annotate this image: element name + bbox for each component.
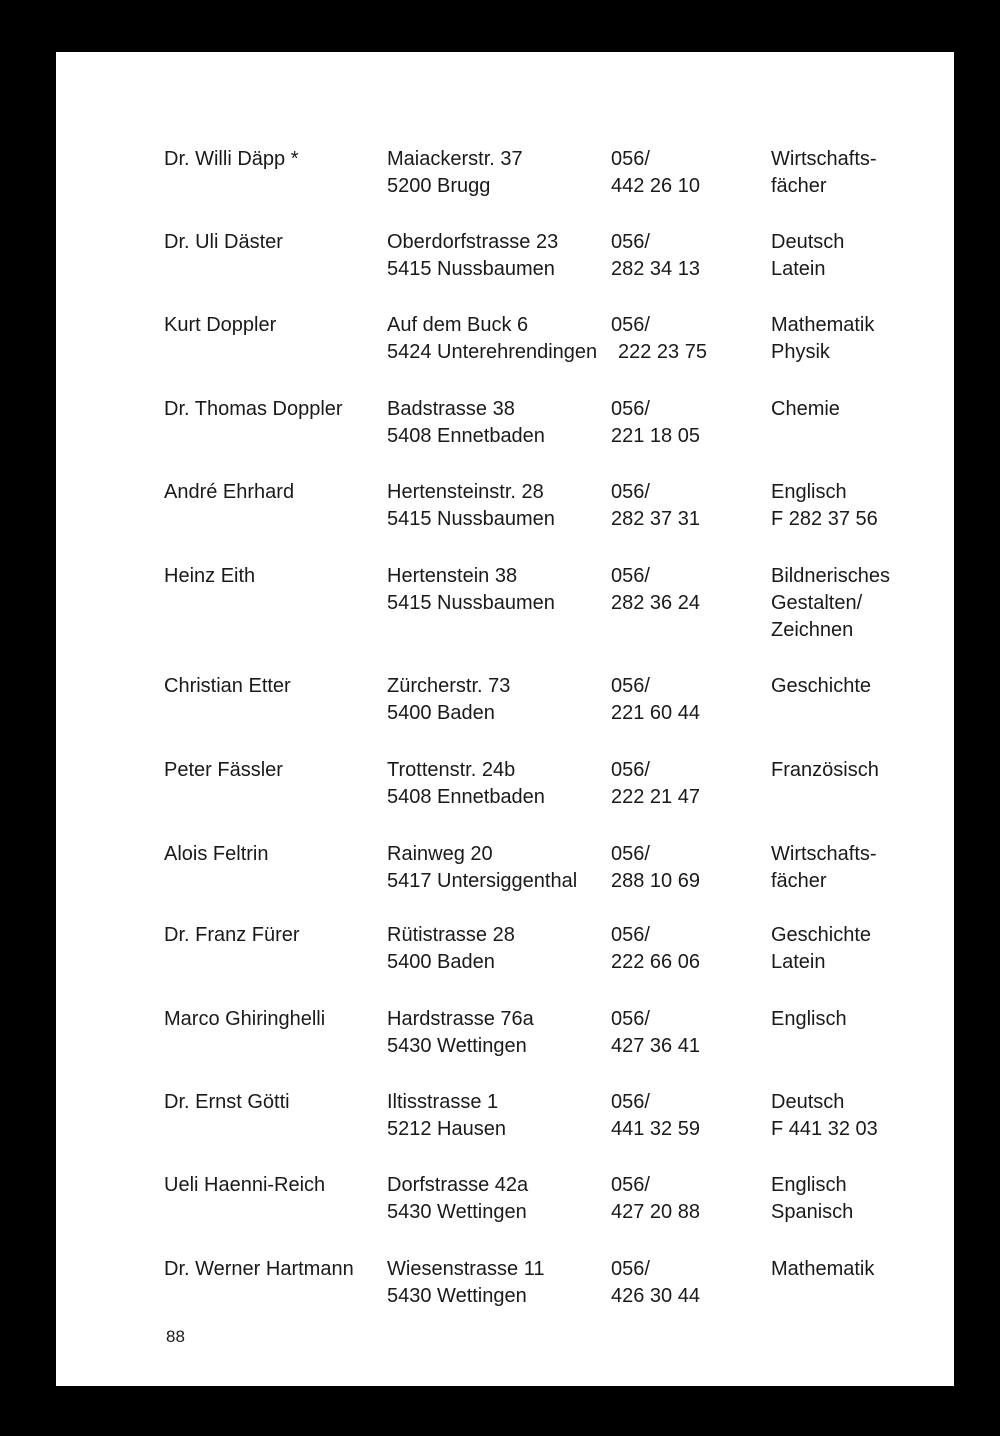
entry-phone <box>611 1089 700 1143</box>
entry-phone <box>611 146 700 200</box>
entry-area-code: 056/ <box>611 1174 650 1196</box>
entry-subjects <box>771 1256 874 1283</box>
entry-name: Dr. Ernst Götti <box>164 1091 290 1113</box>
entry-name: Peter Fässler <box>164 759 283 781</box>
entry-area-code: 056/ <box>611 398 650 420</box>
entry-subject: Englisch <box>771 481 847 503</box>
entry-subject: Geschichte <box>771 675 872 697</box>
entry-phone-number: 427 20 88 <box>611 1201 700 1223</box>
entry-street: Rütistrasse 28 <box>387 924 515 946</box>
entry-street: Trottenstr. 24b <box>387 759 516 781</box>
page-number: 88 <box>166 1327 185 1346</box>
entry-street: Rainweg 20 <box>387 843 493 865</box>
entry-subject: Chemie <box>771 398 840 420</box>
entry-phone <box>611 229 700 283</box>
entry-name: Dr. Thomas Doppler <box>164 398 343 420</box>
entry-phone-number: 442 26 10 <box>611 175 700 197</box>
entry-subject: Bildnerisches <box>771 565 890 587</box>
entry-street: Iltisstrasse 1 <box>387 1091 499 1113</box>
entry-phone-number: 222 66 06 <box>611 951 700 973</box>
entry-subjects <box>771 1089 878 1143</box>
entry-name: Dr. Franz Fürer <box>164 924 300 946</box>
entry-phone-number: 222 21 47 <box>611 786 700 808</box>
entry-phone-number: 282 36 24 <box>611 592 700 614</box>
entry-address <box>387 922 515 976</box>
entry-name: Dr. Uli Däster <box>164 231 283 253</box>
entry-city: 5415 Nussbaumen <box>387 508 555 530</box>
entry-subject: Mathematik <box>771 314 875 336</box>
entry-phone-number: 282 37 31 <box>611 508 700 530</box>
entry-subjects <box>771 841 877 895</box>
entry-city: 5430 Wettingen <box>387 1201 527 1223</box>
entry-phone <box>611 673 700 727</box>
entry-area-code: 056/ <box>611 675 650 697</box>
entry-subject: Latein <box>771 951 826 973</box>
entry-area-code: 056/ <box>611 565 650 587</box>
entry-phone <box>611 563 700 617</box>
entry-name: Heinz Eith <box>164 565 256 587</box>
entry-phone <box>611 1006 700 1060</box>
entry-area-code: 056/ <box>611 1091 650 1113</box>
entry-subject: Latein <box>771 258 826 280</box>
entry-street: Badstrasse 38 <box>387 398 515 420</box>
entry-name: Marco Ghiringhelli <box>164 1008 326 1030</box>
entry-subjects <box>771 312 874 366</box>
entry-city: 5415 Nussbaumen <box>387 592 555 614</box>
entry-city: 5430 Wettingen <box>387 1285 527 1307</box>
entry-subject: Physik <box>771 341 830 363</box>
entry-subjects <box>771 229 844 283</box>
entry-phone <box>611 757 700 811</box>
entry-street: Hertenstein 38 <box>387 565 518 587</box>
entry-area-code: 056/ <box>611 924 650 946</box>
document-page <box>56 52 954 1386</box>
entry-street: Auf dem Buck 6 <box>387 314 529 336</box>
entry-name: André Ehrhard <box>164 481 295 503</box>
entry-area-code: 056/ <box>611 759 650 781</box>
entry-phone <box>611 312 707 366</box>
entry-subject: Geschichte <box>771 924 872 946</box>
entry-city: 5408 Ennetbaden <box>387 425 545 447</box>
entry-subject: Spanisch <box>771 1201 854 1223</box>
entry-subjects <box>771 757 879 784</box>
entry-phone <box>611 841 700 895</box>
entry-city: 5430 Wettingen <box>387 1035 527 1057</box>
entry-subject: Gestalten/ <box>771 592 863 614</box>
entry-subject: Englisch <box>771 1174 847 1196</box>
entry-subjects <box>771 1172 853 1226</box>
entry-address <box>387 396 545 450</box>
entry-area-code: 056/ <box>611 148 650 170</box>
entry-phone-number: 288 10 69 <box>611 870 700 892</box>
entry-area-code: 056/ <box>611 1258 650 1280</box>
entry-address <box>387 312 597 366</box>
entry-phone-number: 426 30 44 <box>611 1285 700 1307</box>
entry-phone-number: 221 18 05 <box>611 425 700 447</box>
entry-address <box>387 1172 528 1226</box>
entry-address <box>387 757 545 811</box>
entry-city: 5400 Baden <box>387 702 495 724</box>
entry-phone <box>611 922 700 976</box>
entry-city: 5400 Baden <box>387 951 495 973</box>
entry-city: 5408 Ennetbaden <box>387 786 545 808</box>
entry-street: Oberdorfstrasse 23 <box>387 231 559 253</box>
entry-subject: Mathematik <box>771 1258 875 1280</box>
entry-phone-number: 427 36 41 <box>611 1035 700 1057</box>
entry-city: 5424 Unterehrendingen <box>387 341 598 363</box>
entry-subjects <box>771 146 877 200</box>
entry-name: Christian Etter <box>164 675 291 697</box>
entry-subjects <box>771 563 890 644</box>
entry-address <box>387 479 555 533</box>
entry-address <box>387 563 555 617</box>
entry-subject: fächer <box>771 175 827 197</box>
entry-subjects <box>771 1006 847 1033</box>
entry-phone <box>611 479 700 533</box>
entry-city: 5415 Nussbaumen <box>387 258 555 280</box>
entry-area-code: 056/ <box>611 843 650 865</box>
entry-address <box>387 1089 506 1143</box>
entry-subjects <box>771 922 871 976</box>
entry-phone-number: 282 34 13 <box>611 258 700 280</box>
entry-subject: Wirtschafts- <box>771 148 877 170</box>
entry-name: Ueli Haenni-Reich <box>164 1174 326 1196</box>
entry-address <box>387 146 523 200</box>
entry-phone-number: 221 60 44 <box>611 702 700 724</box>
entry-subject: Deutsch <box>771 1091 845 1113</box>
entry-subject: Wirtschafts- <box>771 843 877 865</box>
entry-subjects <box>771 673 871 700</box>
entry-subject: fächer <box>771 870 827 892</box>
entry-phone <box>611 1256 700 1310</box>
entry-subjects <box>771 479 878 533</box>
entry-subject: Deutsch <box>771 231 845 253</box>
entry-subjects <box>771 396 840 423</box>
entry-area-code: 056/ <box>611 1008 650 1030</box>
entry-phone-number: 222 23 75 <box>618 341 707 363</box>
entry-subject: Englisch <box>771 1008 847 1030</box>
entry-phone <box>611 1172 700 1226</box>
entry-street: Zürcherstr. 73 <box>387 675 511 697</box>
entry-street: Maiackerstr. 37 <box>387 148 523 170</box>
entry-street: Hardstrasse 76a <box>387 1008 534 1030</box>
entry-city: 5417 Untersiggenthal <box>387 870 578 892</box>
entry-subject: F 441 32 03 <box>771 1118 878 1140</box>
entry-address <box>387 229 558 283</box>
entry-address <box>387 1256 544 1310</box>
entry-phone <box>611 396 700 450</box>
entry-city: 5212 Hausen <box>387 1118 506 1140</box>
entry-street: Hertensteinstr. 28 <box>387 481 544 503</box>
entry-name: Kurt Doppler <box>164 314 277 336</box>
entry-name: Dr. Willi Däpp * <box>164 148 299 170</box>
entry-street: Dorfstrasse 42a <box>387 1174 529 1196</box>
entry-area-code: 056/ <box>611 314 650 336</box>
entry-name: Alois Feltrin <box>164 843 269 865</box>
entry-name: Dr. Werner Hartmann <box>164 1258 354 1280</box>
entry-subject: F 282 37 56 <box>771 508 878 530</box>
entry-subject: Zeichnen <box>771 619 854 641</box>
entry-city: 5200 Brugg <box>387 175 491 197</box>
entry-phone-number: 441 32 59 <box>611 1118 700 1140</box>
entry-address <box>387 1006 534 1060</box>
entry-area-code: 056/ <box>611 231 650 253</box>
entry-street: Wiesenstrasse 11 <box>387 1258 545 1280</box>
entry-subject: Französisch <box>771 759 879 781</box>
entry-address <box>387 841 577 895</box>
entry-address <box>387 673 510 727</box>
entry-area-code: 056/ <box>611 481 650 503</box>
